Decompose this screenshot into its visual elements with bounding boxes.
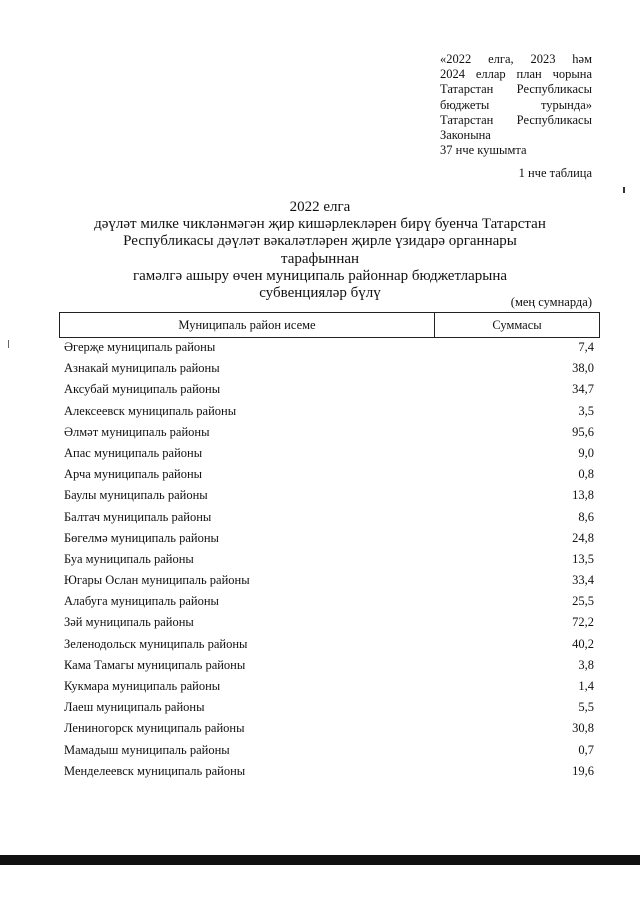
district-name: Лениногорск муниципаль районы — [64, 721, 245, 736]
district-sum: 5,5 — [578, 700, 594, 715]
title-line: гамәлгә ашыру өчен муниципаль районнар бюджетларына — [132, 267, 508, 284]
title-line: субвенцияләр бүлү — [259, 285, 381, 302]
district-name: Зәй муниципаль районы — [64, 615, 194, 630]
district-sum: 3,8 — [578, 657, 594, 672]
district-name: Бөгелмә муниципаль районы — [64, 530, 219, 545]
note-line: 37 нче кушымта — [440, 143, 527, 158]
table-row — [64, 762, 594, 783]
scan-edge-bar — [0, 855, 640, 865]
district-name: Кама Тамагы муниципаль районы — [64, 657, 246, 672]
table-row — [64, 741, 594, 762]
district-name: Балтач муниципаль районы — [64, 509, 212, 524]
district-name: Алабуга муниципаль районы — [64, 594, 219, 609]
table-row — [64, 571, 594, 592]
table-header — [59, 312, 600, 338]
note-line: Законына — [440, 128, 491, 143]
scan-mark — [623, 187, 625, 193]
column-header-name: Муниципаль район исеме — [60, 313, 435, 337]
table-row — [64, 529, 594, 550]
district-sum: 24,8 — [572, 530, 594, 545]
table-row — [64, 719, 594, 740]
table-row — [64, 402, 594, 423]
district-sum: 9,0 — [578, 445, 594, 460]
district-name: Алексеевск муниципаль районы — [64, 403, 237, 418]
district-sum: 1,4 — [578, 679, 594, 693]
district-sum: 8,6 — [578, 509, 594, 524]
table-number: 1 нче таблица — [518, 166, 592, 180]
table-row — [64, 380, 594, 401]
district-name: Баулы муниципаль районы — [64, 488, 208, 503]
units-note: (мең сумнарда) — [510, 295, 592, 309]
district-sum: 13,5 — [572, 551, 594, 566]
district-sum: 30,8 — [572, 721, 594, 736]
note-line: Татарстан Республикасы — [440, 112, 592, 127]
note-line: Татарстан Республикасы — [440, 82, 592, 97]
district-name: Мамадыш муниципаль районы — [64, 742, 230, 757]
district-name: Зеленодольск муниципаль районы — [64, 636, 248, 651]
district-sum: 40,2 — [572, 636, 594, 651]
district-name: Кукмара муниципаль районы — [64, 679, 221, 693]
table-row — [64, 359, 594, 380]
title-line: 2022 елга — [289, 199, 351, 215]
district-sum: 0,8 — [578, 467, 594, 482]
district-sum: 34,7 — [572, 382, 594, 397]
table-row — [64, 698, 594, 719]
district-sum: 33,4 — [572, 573, 594, 588]
note-line: 2024 еллар план чорына — [440, 67, 592, 82]
table-row — [64, 592, 594, 613]
table-row — [64, 465, 594, 486]
district-name: Апас муниципаль районы — [64, 445, 203, 460]
district-sum: 7,4 — [578, 340, 594, 354]
district-sum: 95,6 — [572, 424, 594, 439]
district-sum: 19,6 — [572, 763, 594, 778]
district-sum: 0,7 — [578, 742, 594, 757]
table-row — [64, 423, 594, 444]
district-name: Буа муниципаль районы — [64, 551, 194, 566]
title-line: Республикасы дәүләт вәкаләтләрен җирле үзидарә органнары тарафыннан — [123, 233, 517, 267]
district-name: Югары Ослан муниципаль районы — [64, 573, 250, 588]
district-name: Арча муниципаль районы — [64, 467, 203, 482]
district-sum: 13,8 — [572, 488, 594, 503]
scan-mark — [8, 340, 9, 348]
document-title — [90, 199, 550, 302]
table-row — [64, 677, 594, 698]
district-name: Лаеш муниципаль районы — [64, 700, 205, 715]
table-row — [64, 656, 594, 677]
district-name: Азнакай муниципаль районы — [64, 361, 220, 376]
table-body — [64, 338, 594, 783]
table-row — [64, 635, 594, 656]
note-line: «2022 елга, 2023 һәм — [440, 52, 592, 66]
table-row — [64, 550, 594, 571]
table-row — [64, 613, 594, 634]
title-line: дәүләт милке чикләнмәгән җир кишәрлекләрен бирү буенча Татарстан — [94, 216, 546, 233]
table-row — [64, 444, 594, 465]
law-appendix-note — [440, 52, 592, 158]
table-row — [64, 486, 594, 507]
district-sum: 25,5 — [572, 594, 594, 609]
table-row — [64, 338, 594, 359]
district-name: Әлмәт муниципаль районы — [64, 424, 210, 439]
district-sum: 3,5 — [578, 403, 594, 418]
district-sum: 72,2 — [572, 615, 594, 630]
district-sum: 38,0 — [572, 361, 594, 376]
district-name: Аксубай муниципаль районы — [64, 382, 221, 397]
district-name: Әгерҗе муниципаль районы — [64, 340, 216, 354]
table-row — [64, 508, 594, 529]
column-header-sum: Суммасы — [492, 317, 542, 332]
district-name: Менделеевск муниципаль районы — [64, 763, 246, 778]
note-line: бюджеты турында» — [440, 97, 592, 112]
